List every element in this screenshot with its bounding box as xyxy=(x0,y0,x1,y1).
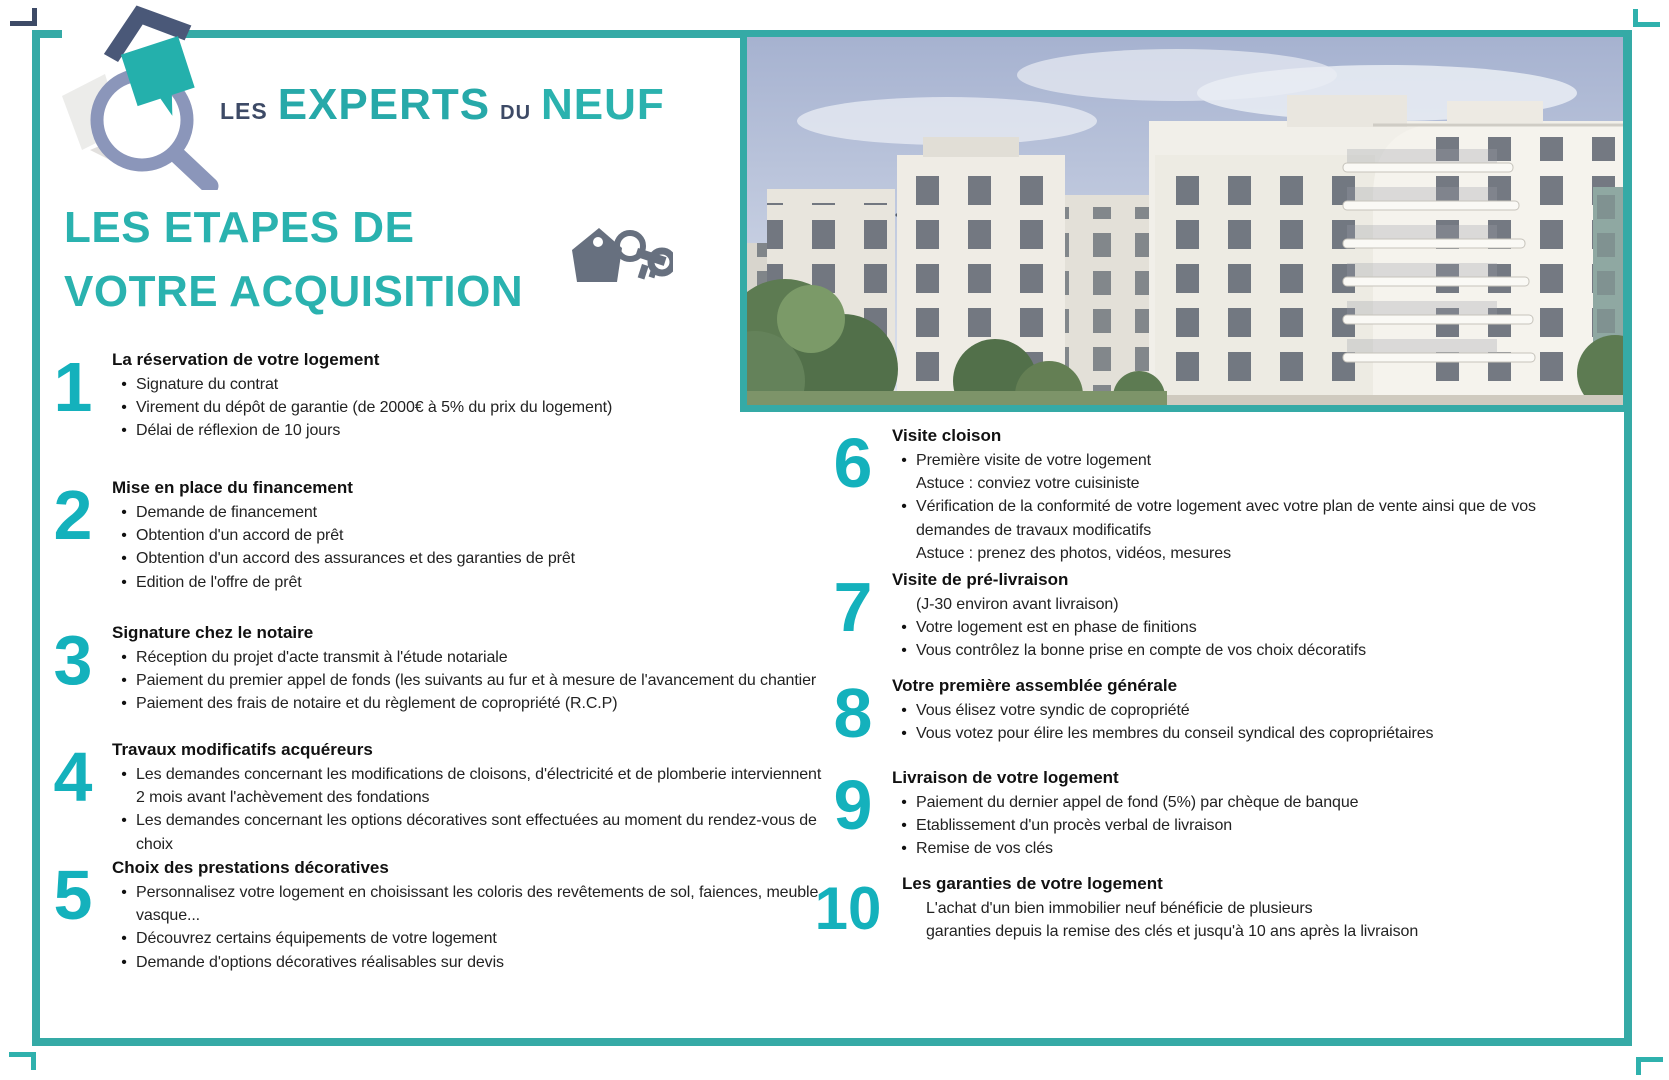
step-3-item: Paiement des frais de notaire et du règlement de copropriété (R.C.P) xyxy=(136,695,618,713)
step-10-title: Les garanties de votre logement xyxy=(902,874,1163,893)
bullet-icon: • xyxy=(121,399,127,417)
step-2-number: 2 xyxy=(53,476,93,554)
step-2-item: Obtention d'un accord de prêt xyxy=(136,527,344,545)
logo-experts: EXPERTS xyxy=(277,80,491,129)
house-magnifier-icon xyxy=(50,0,225,190)
logo-text xyxy=(220,80,665,130)
page-title xyxy=(64,196,523,324)
bullet-icon: • xyxy=(901,619,907,637)
step-1-item: Virement du dépôt de garantie (de 2000€ à 5% du prix du logement) xyxy=(136,399,613,417)
step-10-number: 10 xyxy=(814,875,882,942)
step-2 xyxy=(42,478,827,594)
step-10-item: garanties depuis la remise des clés et jusqu'à 10 ans après la livraison xyxy=(926,923,1419,941)
step-1-item: Signature du contrat xyxy=(136,376,279,393)
bullet-icon: • xyxy=(901,498,907,516)
step-8 xyxy=(822,674,1540,752)
step-6-title: Visite cloison xyxy=(892,426,1002,445)
step-6-item: Astuce : conviez votre cuisiniste xyxy=(916,475,1140,493)
step-3-title: Signature chez le notaire xyxy=(112,623,314,642)
step-6-number: 6 xyxy=(833,424,873,502)
step-10-item: L'achat d'un bien immobilier neuf bénéficie de plusieurs xyxy=(926,900,1313,917)
step-7-item: Vous contrôlez la bonne prise en compte de vos choix décoratifs xyxy=(916,642,1366,660)
step-7-number: 7 xyxy=(833,568,873,646)
step-2-item: Obtention d'un accord des assurances et des garanties de prêt xyxy=(136,550,576,568)
step-5-number: 5 xyxy=(53,856,93,934)
building-illustration xyxy=(747,37,1623,405)
bullet-icon: • xyxy=(901,840,907,858)
bullet-icon: • xyxy=(901,642,907,660)
step-8-item: Vous élisez votre syndic de copropriété xyxy=(916,702,1190,719)
step-7 xyxy=(822,570,1540,663)
bullet-icon: • xyxy=(121,930,127,948)
step-9-item: Remise de vos clés xyxy=(916,840,1053,858)
bullet-icon: • xyxy=(121,527,127,545)
bullet-icon: • xyxy=(121,812,127,830)
step-8-number: 8 xyxy=(833,674,873,752)
step-4-title: Travaux modificatifs acquéreurs xyxy=(112,740,373,759)
bullet-icon: • xyxy=(121,672,127,690)
step-3-number: 3 xyxy=(53,621,93,699)
step-9-item: Paiement du dernier appel de fond (5%) par chèque de banque xyxy=(916,794,1359,811)
bullet-icon: • xyxy=(121,953,127,971)
step-3-item: Réception du projet d'acte transmit à l'étude notariale xyxy=(136,649,508,666)
step-4-number: 4 xyxy=(53,738,93,816)
logo xyxy=(50,0,710,188)
bullet-icon: • xyxy=(121,376,127,393)
step-3 xyxy=(42,623,827,716)
corner-mark-top-right xyxy=(1633,9,1660,27)
step-4-item: Les demandes concernant les modifications de cloisons, d'électricité et de plomberie interviennent 2 mois avant l'achèvement des fondations xyxy=(136,766,822,807)
step-7-title: Visite de pré-livraison xyxy=(892,570,1069,589)
step-7-item: (J-30 environ avant livraison) xyxy=(916,596,1119,613)
bullet-icon: • xyxy=(121,884,127,901)
step-2-title: Mise en place du financement xyxy=(112,478,353,497)
step-7-item: Votre logement est en phase de finitions xyxy=(916,619,1197,637)
bullet-icon: • xyxy=(901,794,907,811)
house-keys-icon xyxy=(558,218,673,300)
step-5-item: Personnalisez votre logement en choisissant les coloris des revêtements de sol, faiences, meuble vasque... xyxy=(136,884,819,925)
bullet-icon: • xyxy=(901,702,907,719)
bullet-icon: • xyxy=(901,725,907,743)
step-4-item: Les demandes concernant les options décoratives sont effectuées au moment du rendez-vous de choix xyxy=(136,812,817,853)
step-6-item: Astuce : prenez des photos, vidéos, mesures xyxy=(916,544,1231,562)
corner-mark-top-left xyxy=(10,8,37,26)
step-4 xyxy=(42,740,827,856)
step-1-item: Délai de réflexion de 10 jours xyxy=(136,422,341,440)
step-5 xyxy=(42,858,827,974)
step-10 xyxy=(802,874,1550,943)
logo-neuf: NEUF xyxy=(541,80,665,129)
step-9-number: 9 xyxy=(833,766,873,844)
logo-les: LES xyxy=(220,98,268,124)
step-6-item: Première visite de votre logement xyxy=(916,452,1152,469)
step-6-item: Vérification de la conformité de votre logement avec votre plan de vente ainsi que de vos demandes de travaux modificatifs xyxy=(916,498,1536,539)
bullet-icon: • xyxy=(121,649,127,666)
bullet-icon: • xyxy=(121,695,127,713)
corner-mark-bottom-right xyxy=(1636,1057,1663,1075)
step-6 xyxy=(822,426,1540,565)
bullet-icon: • xyxy=(901,817,907,835)
step-1 xyxy=(42,350,827,443)
step-1-title: La réservation de votre logement xyxy=(112,350,380,369)
step-5-title: Choix des prestations décoratives xyxy=(112,858,389,877)
bullet-icon: • xyxy=(901,452,907,469)
step-9-item: Etablissement d'un procès verbal de livraison xyxy=(916,817,1233,835)
bullet-icon: • xyxy=(121,504,127,521)
page-title-line1: LES ETAPES DE xyxy=(64,203,415,252)
step-3-item: Paiement du premier appel de fonds (les suivants au fur et à mesure de l'avancement du chantier xyxy=(136,672,817,690)
step-5-item: Demande d'options décoratives réalisables sur devis xyxy=(136,953,504,971)
step-8-title: Votre première assemblée générale xyxy=(892,676,1178,695)
step-1-number: 1 xyxy=(53,348,93,426)
step-8-item: Vous votez pour élire les membres du conseil syndical des copropriétaires xyxy=(916,725,1434,743)
bullet-icon: • xyxy=(121,766,127,783)
step-9 xyxy=(822,768,1540,861)
bullet-icon: • xyxy=(121,422,127,440)
bullet-icon: • xyxy=(121,550,127,568)
step-5-item: Découvrez certains équipements de votre logement xyxy=(136,930,497,948)
step-9-title: Livraison de votre logement xyxy=(892,768,1119,787)
bullet-icon: • xyxy=(121,573,127,591)
building-photo xyxy=(740,30,1630,412)
page-title-line2: VOTRE ACQUISITION xyxy=(64,266,524,316)
step-2-item: Demande de financement xyxy=(136,504,318,521)
step-2-item: Edition de l'offre de prêt xyxy=(136,573,302,591)
corner-mark-bottom-left xyxy=(9,1052,36,1070)
logo-du: DU xyxy=(500,102,532,124)
